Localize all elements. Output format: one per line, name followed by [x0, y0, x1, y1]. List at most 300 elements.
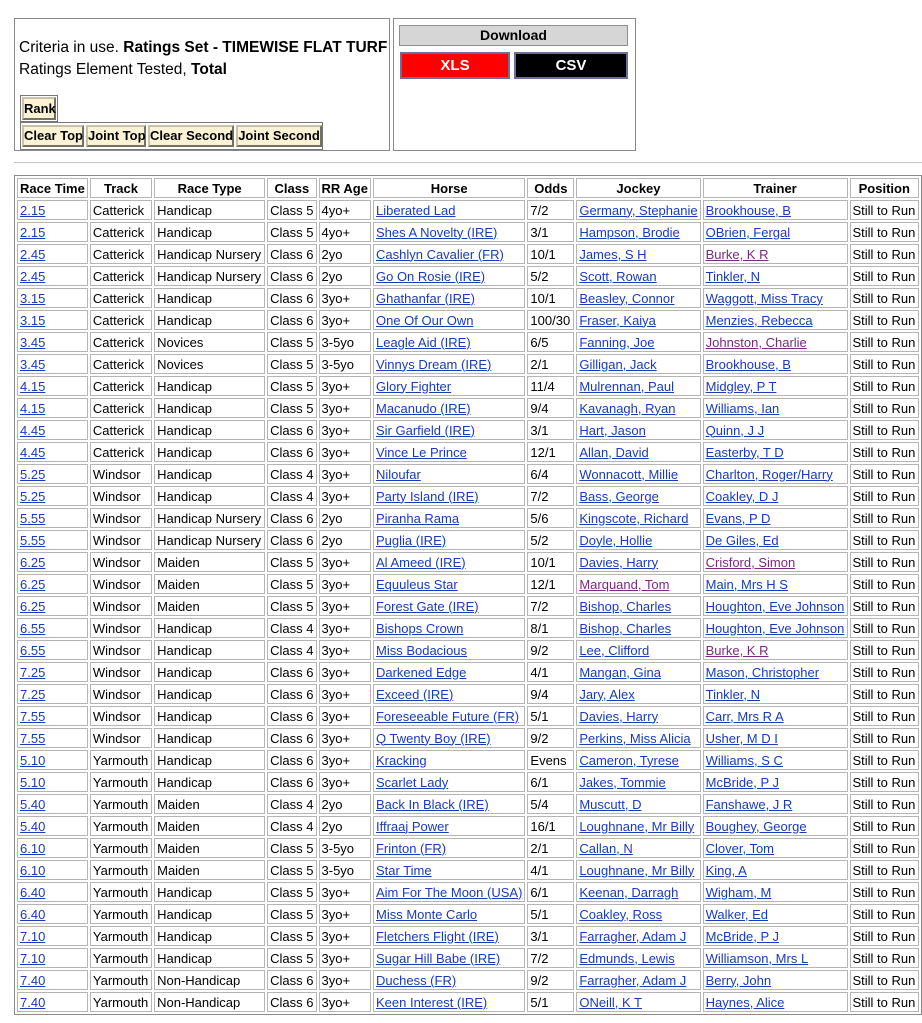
jockey-cell — [576, 706, 700, 726]
horse-cell — [373, 288, 525, 308]
jockey-link[interactable]: Hampson, Brodie — [579, 224, 680, 240]
trainer-link[interactable]: Brookhouse, B — [705, 356, 791, 372]
track-cell: Windsor — [90, 618, 152, 638]
position-cell: Still to Run — [850, 948, 920, 968]
odds-cell: 4/1 — [527, 662, 574, 682]
race-time-cell — [17, 662, 88, 682]
horse-cell — [373, 838, 525, 858]
position-cell: Still to Run — [850, 376, 920, 396]
horse-link[interactable]: One Of Our Own — [375, 312, 474, 328]
jockey-link[interactable]: Cameron, Tyrese — [579, 752, 679, 768]
csv-download-button[interactable]: CSV — [514, 52, 628, 79]
jockey-cell — [576, 970, 700, 990]
horse-cell — [373, 244, 525, 264]
race-time-link[interactable]: 7.25 — [20, 686, 46, 702]
horse-link[interactable]: Glory Fighter — [375, 378, 452, 394]
track-cell: Yarmouth — [90, 816, 152, 836]
element-value: Total — [191, 61, 227, 78]
jockey-link[interactable]: Davies, Harry — [579, 554, 659, 570]
table-row — [17, 860, 919, 880]
horse-link[interactable]: Darkened Edge — [375, 664, 467, 680]
table-row — [17, 926, 919, 946]
age-cell: 3yo+ — [319, 926, 371, 946]
jockey-link[interactable]: Jakes, Tommie — [579, 774, 666, 790]
jockey-cell — [576, 860, 700, 880]
race-time-cell — [17, 376, 88, 396]
jockey-cell — [576, 816, 700, 836]
race-time-link[interactable]: 5.55 — [20, 510, 46, 526]
trainer-link[interactable]: Easterby, T D — [705, 444, 784, 460]
race-time-cell — [17, 970, 88, 990]
horse-link[interactable]: Puglia (IRE) — [375, 532, 447, 548]
horse-cell — [373, 948, 525, 968]
table-row — [17, 552, 919, 572]
race-time-cell — [17, 310, 88, 330]
race-time-link[interactable]: 7.10 — [20, 950, 46, 966]
trainer-link[interactable]: Johnston, Charlie — [705, 334, 807, 350]
class-cell: Class 6 — [267, 310, 316, 330]
trainer-cell — [703, 926, 848, 946]
age-cell: 3yo+ — [319, 398, 371, 418]
horse-cell — [373, 772, 525, 792]
horse-link[interactable]: Go On Rosie (IRE) — [375, 268, 486, 284]
trainer-link[interactable]: Burke, K R — [705, 642, 769, 658]
horse-link[interactable]: Miss Bodacious — [375, 642, 468, 658]
race-time-link[interactable]: 5.25 — [20, 466, 46, 482]
jockey-link[interactable]: Mulrennan, Paul — [579, 378, 674, 394]
horse-cell — [373, 992, 525, 1012]
odds-cell: 6/1 — [527, 772, 574, 792]
race-type-cell: Maiden — [154, 552, 265, 572]
rank-button[interactable]: Rank — [22, 97, 56, 120]
horse-link[interactable]: Vinnys Dream (IRE) — [375, 356, 492, 372]
odds-cell: 9/4 — [527, 398, 574, 418]
horse-link[interactable]: Niloufar — [375, 466, 421, 482]
track-cell: Windsor — [90, 574, 152, 594]
jockey-link[interactable]: Bass, George — [579, 488, 659, 504]
trainer-link[interactable]: Main, Mrs H S — [705, 576, 788, 592]
trainer-link[interactable]: Wigham, M — [705, 884, 772, 900]
age-cell: 3-5yo — [319, 860, 371, 880]
odds-cell: 10/1 — [527, 552, 574, 572]
trainer-link[interactable]: Burke, K R — [705, 246, 769, 262]
jockey-link[interactable]: Germany, Stephanie — [579, 202, 698, 218]
position-cell: Still to Run — [850, 266, 920, 286]
trainer-cell — [703, 332, 848, 352]
horse-link[interactable]: Sir Garfield (IRE) — [375, 422, 475, 438]
race-time-cell — [17, 244, 88, 264]
race-time-link[interactable]: 6.25 — [20, 576, 46, 592]
age-cell: 3yo+ — [319, 948, 371, 968]
race-time-cell — [17, 354, 88, 374]
jockey-link[interactable]: Perkins, Miss Alicia — [579, 730, 691, 746]
table-row — [17, 948, 919, 968]
trainer-link[interactable]: Berry, John — [705, 972, 772, 988]
header-rr-age: RR Age — [319, 178, 371, 198]
race-time-link[interactable]: 2.45 — [20, 268, 46, 284]
trainer-link[interactable]: Menzies, Rebecca — [705, 312, 813, 328]
trainer-link[interactable]: Haynes, Alice — [705, 994, 785, 1010]
race-time-link[interactable]: 6.10 — [20, 862, 46, 878]
race-time-cell — [17, 838, 88, 858]
position-cell: Still to Run — [850, 618, 920, 638]
trainer-link[interactable]: McBride, P J — [705, 928, 780, 944]
race-time-link[interactable]: 7.40 — [20, 994, 46, 1010]
race-time-link[interactable]: 6.25 — [20, 554, 46, 570]
track-cell: Windsor — [90, 552, 152, 572]
race-time-link[interactable]: 2.15 — [20, 224, 46, 240]
table-row — [17, 750, 919, 770]
horse-link[interactable]: Bishops Crown — [375, 620, 464, 636]
jockey-link[interactable]: Bishop, Charles — [579, 598, 672, 614]
race-time-link[interactable]: 3.45 — [20, 334, 46, 350]
header-track: Track — [90, 178, 152, 198]
age-cell: 3yo+ — [319, 662, 371, 682]
criteria-ratings-set — [19, 39, 387, 57]
header-race-type: Race Type — [154, 178, 265, 198]
jockey-link[interactable]: ONeill, K T — [579, 994, 642, 1010]
jockey-link[interactable]: Mangan, Gina — [579, 664, 661, 680]
xls-download-button[interactable]: XLS — [400, 52, 510, 79]
header-trainer: Trainer — [703, 178, 848, 198]
jockey-link[interactable]: Muscutt, D — [579, 796, 642, 812]
track-cell: Catterick — [90, 310, 152, 330]
trainer-link[interactable]: Charlton, Roger/Harry — [705, 466, 833, 482]
jockey-link[interactable]: Farragher, Adam J — [579, 928, 687, 944]
race-time-link[interactable]: 4.15 — [20, 400, 46, 416]
position-cell: Still to Run — [850, 992, 920, 1012]
table-row — [17, 662, 919, 682]
trainer-link[interactable]: OBrien, Fergal — [705, 224, 791, 240]
trainer-link[interactable]: Tinkler, N — [705, 686, 761, 702]
horse-link[interactable]: Leagle Aid (IRE) — [375, 334, 471, 350]
track-cell: Catterick — [90, 420, 152, 440]
class-cell: Class 4 — [267, 618, 316, 638]
horse-link[interactable]: Iffraaj Power — [375, 818, 449, 834]
jockey-cell — [576, 530, 700, 550]
race-time-link[interactable]: 6.10 — [20, 840, 46, 856]
horse-link[interactable]: Foreseeable Future (FR) — [375, 708, 520, 724]
jockey-link[interactable]: Marquand, Tom — [579, 576, 670, 592]
horse-cell — [373, 860, 525, 880]
race-time-link[interactable]: 3.45 — [20, 356, 46, 372]
race-time-link[interactable]: 7.25 — [20, 664, 46, 680]
jockey-cell — [576, 926, 700, 946]
horse-cell — [373, 596, 525, 616]
race-time-cell — [17, 816, 88, 836]
race-type-cell: Handicap Nursery — [154, 266, 265, 286]
jockey-link[interactable]: Coakley, Ross — [579, 906, 663, 922]
table-row — [17, 728, 919, 748]
trainer-link[interactable]: Williamson, Mrs L — [705, 950, 809, 966]
horse-link[interactable]: Vince Le Prince — [375, 444, 467, 460]
horse-link[interactable]: Kracking — [375, 752, 427, 768]
trainer-link[interactable]: Coakley, D J — [705, 488, 779, 504]
race-time-link[interactable]: 5.10 — [20, 752, 46, 768]
jockey-link[interactable]: Doyle, Hollie — [579, 532, 653, 548]
horse-cell — [373, 882, 525, 902]
jockey-link[interactable]: Loughnane, Mr Billy — [579, 818, 695, 834]
jockey-link[interactable]: Kavanagh, Ryan — [579, 400, 676, 416]
table-header-row — [17, 178, 919, 198]
horse-link[interactable]: Frinton (FR) — [375, 840, 447, 856]
track-cell: Catterick — [90, 222, 152, 242]
race-time-link[interactable]: 5.55 — [20, 532, 46, 548]
race-type-cell: Handicap Nursery — [154, 508, 265, 528]
trainer-link[interactable]: McBride, P J — [705, 774, 780, 790]
trainer-link[interactable]: Crisford, Simon — [705, 554, 796, 570]
position-cell: Still to Run — [850, 464, 920, 484]
race-type-cell: Non-Handicap — [154, 992, 265, 1012]
table-row — [17, 970, 919, 990]
horse-link[interactable]: Sugar Hill Babe (IRE) — [375, 950, 501, 966]
trainer-link[interactable]: Clover, Tom — [705, 840, 775, 856]
trainer-link[interactable]: Boughey, George — [705, 818, 807, 834]
trainer-link[interactable]: Waggott, Miss Tracy — [705, 290, 823, 306]
odds-cell: 12/1 — [527, 442, 574, 462]
odds-cell: 5/4 — [527, 794, 574, 814]
race-time-link[interactable]: 6.40 — [20, 906, 46, 922]
class-cell: Class 6 — [267, 244, 316, 264]
jockey-link[interactable]: Beasley, Connor — [579, 290, 675, 306]
horse-link[interactable]: Cashlyn Cavalier (FR) — [375, 246, 504, 262]
race-time-link[interactable]: 2.45 — [20, 246, 46, 262]
position-cell: Still to Run — [850, 728, 920, 748]
race-type-cell: Handicap — [154, 684, 265, 704]
trainer-link[interactable]: Williams, Ian — [705, 400, 780, 416]
position-cell: Still to Run — [850, 640, 920, 660]
race-time-link[interactable]: 7.55 — [20, 708, 46, 724]
class-cell: Class 6 — [267, 288, 316, 308]
horse-link[interactable]: Duchess (FR) — [375, 972, 457, 988]
joint-top-button[interactable]: Joint Top — [86, 125, 146, 147]
trainer-cell — [703, 420, 848, 440]
race-time-link[interactable]: 7.10 — [20, 928, 46, 944]
horse-cell — [373, 904, 525, 924]
trainer-cell — [703, 354, 848, 374]
race-time-cell — [17, 200, 88, 220]
jockey-cell — [576, 794, 700, 814]
odds-cell: 9/2 — [527, 728, 574, 748]
age-cell: 3yo+ — [319, 376, 371, 396]
trainer-link[interactable]: Evans, P D — [705, 510, 771, 526]
trainer-link[interactable]: Mason, Christopher — [705, 664, 820, 680]
track-cell: Yarmouth — [90, 838, 152, 858]
position-cell: Still to Run — [850, 398, 920, 418]
horse-link[interactable]: Piranha Rama — [375, 510, 460, 526]
horse-link[interactable]: Liberated Lad — [375, 202, 456, 218]
clear-second-button[interactable]: Clear Second — [148, 125, 234, 147]
track-cell: Catterick — [90, 442, 152, 462]
age-cell: 4yo+ — [319, 222, 371, 242]
jockey-link[interactable]: Lee, Clifford — [579, 642, 650, 658]
class-cell: Class 5 — [267, 354, 316, 374]
trainer-cell — [703, 244, 848, 264]
horse-cell — [373, 464, 525, 484]
race-time-link[interactable]: 7.55 — [20, 730, 46, 746]
class-cell: Class 6 — [267, 662, 316, 682]
horse-cell — [373, 332, 525, 352]
age-cell: 3yo+ — [319, 442, 371, 462]
horse-link[interactable]: Party Island (IRE) — [375, 488, 479, 504]
joint-second-button[interactable]: Joint Second — [236, 125, 322, 147]
trainer-link[interactable]: Quinn, J J — [705, 422, 765, 438]
jockey-link[interactable]: Fanning, Joe — [579, 334, 655, 350]
jockey-link[interactable]: Fraser, Kaiya — [579, 312, 656, 328]
race-type-cell: Maiden — [154, 794, 265, 814]
horse-cell — [373, 728, 525, 748]
race-time-link[interactable]: 7.40 — [20, 972, 46, 988]
horse-link[interactable]: Al Ameed (IRE) — [375, 554, 466, 570]
table-row — [17, 618, 919, 638]
jockey-link[interactable]: Keenan, Darragh — [579, 884, 679, 900]
trainer-cell — [703, 398, 848, 418]
horse-link[interactable]: Q Twenty Boy (IRE) — [375, 730, 491, 746]
horse-link[interactable]: Aim For The Moon (USA) — [375, 884, 523, 900]
horse-link[interactable]: Exceed (IRE) — [375, 686, 454, 702]
odds-cell: 5/2 — [527, 530, 574, 550]
jockey-link[interactable]: James, S H — [579, 246, 647, 262]
horse-link[interactable]: Forest Gate (IRE) — [375, 598, 479, 614]
jockey-cell — [576, 662, 700, 682]
jockey-link[interactable]: Callan, N — [579, 840, 633, 856]
jockey-link[interactable]: Scott, Rowan — [579, 268, 657, 284]
trainer-link[interactable]: Carr, Mrs R A — [705, 708, 784, 724]
jockey-link[interactable]: Bishop, Charles — [579, 620, 672, 636]
race-time-link[interactable]: 5.40 — [20, 796, 46, 812]
race-time-link[interactable]: 3.15 — [20, 290, 46, 306]
jockey-link[interactable]: Hart, Jason — [579, 422, 646, 438]
race-time-link[interactable]: 6.55 — [20, 642, 46, 658]
race-time-link[interactable]: 5.10 — [20, 774, 46, 790]
track-cell: Catterick — [90, 288, 152, 308]
horse-link[interactable]: Scarlet Lady — [375, 774, 449, 790]
horse-link[interactable]: Fletchers Flight (IRE) — [375, 928, 499, 944]
trainer-link[interactable]: King, A — [705, 862, 747, 878]
element-prefix: Ratings Element Tested, — [19, 61, 187, 78]
section-divider — [14, 162, 922, 163]
jockey-link[interactable]: Wonnacott, Millie — [579, 466, 679, 482]
jockey-link[interactable]: Kingscote, Richard — [579, 510, 689, 526]
clear-top-button[interactable]: Clear Top — [22, 125, 84, 147]
trainer-cell — [703, 750, 848, 770]
position-cell: Still to Run — [850, 310, 920, 330]
track-cell: Windsor — [90, 508, 152, 528]
race-time-link[interactable]: 6.25 — [20, 598, 46, 614]
track-cell: Yarmouth — [90, 860, 152, 880]
trainer-cell — [703, 662, 848, 682]
age-cell: 2yo — [319, 816, 371, 836]
class-cell: Class 5 — [267, 332, 316, 352]
jockey-cell — [576, 266, 700, 286]
position-cell: Still to Run — [850, 794, 920, 814]
age-cell: 4yo+ — [319, 200, 371, 220]
jockey-link[interactable]: Jary, Alex — [579, 686, 635, 702]
age-cell: 3-5yo — [319, 838, 371, 858]
race-time-cell — [17, 772, 88, 792]
horse-link[interactable]: Star Time — [375, 862, 432, 878]
track-cell: Yarmouth — [90, 926, 152, 946]
trainer-link[interactable]: Fanshawe, J R — [705, 796, 793, 812]
horse-link[interactable]: Miss Monte Carlo — [375, 906, 478, 922]
age-cell: 2yo — [319, 530, 371, 550]
trainer-link[interactable]: Usher, M D I — [705, 730, 778, 746]
results-table — [14, 175, 922, 1015]
horse-cell — [373, 266, 525, 286]
trainer-link[interactable]: Houghton, Eve Johnson — [705, 598, 845, 614]
jockey-link[interactable]: Farragher, Adam J — [579, 972, 687, 988]
trainer-link[interactable]: De Giles, Ed — [705, 532, 779, 548]
odds-cell: 3/1 — [527, 420, 574, 440]
horse-link[interactable]: Back In Black (IRE) — [375, 796, 489, 812]
trainer-link[interactable]: Brookhouse, B — [705, 202, 791, 218]
age-cell: 2yo — [319, 266, 371, 286]
horse-cell — [373, 684, 525, 704]
table-row — [17, 904, 919, 924]
horse-cell — [373, 354, 525, 374]
odds-cell: 7/2 — [527, 596, 574, 616]
horse-link[interactable]: Ghathanfar (IRE) — [375, 290, 475, 306]
position-cell: Still to Run — [850, 970, 920, 990]
horse-link[interactable]: Equuleus Star — [375, 576, 458, 592]
race-time-link[interactable]: 4.45 — [20, 422, 46, 438]
jockey-cell — [576, 904, 700, 924]
jockey-link[interactable]: Davies, Harry — [579, 708, 659, 724]
race-type-cell: Maiden — [154, 860, 265, 880]
age-cell: 2yo — [319, 794, 371, 814]
horse-link[interactable]: Macanudo (IRE) — [375, 400, 471, 416]
trainer-link[interactable]: Houghton, Eve Johnson — [705, 620, 845, 636]
trainer-link[interactable]: Williams, S C — [705, 752, 783, 768]
jockey-cell — [576, 992, 700, 1012]
jockey-link[interactable]: Edmunds, Lewis — [579, 950, 675, 966]
jockey-link[interactable]: Loughnane, Mr Billy — [579, 862, 695, 878]
position-cell: Still to Run — [850, 530, 920, 550]
odds-cell: 11/4 — [527, 376, 574, 396]
jockey-link[interactable]: Allan, David — [579, 444, 649, 460]
position-cell: Still to Run — [850, 750, 920, 770]
odds-cell: 7/2 — [527, 948, 574, 968]
trainer-link[interactable]: Midgley, P T — [705, 378, 777, 394]
race-time-link[interactable]: 5.25 — [20, 488, 46, 504]
trainer-link[interactable]: Tinkler, N — [705, 268, 761, 284]
race-time-cell — [17, 508, 88, 528]
age-cell: 3yo+ — [319, 420, 371, 440]
race-time-link[interactable]: 2.15 — [20, 202, 46, 218]
horse-link[interactable]: Keen Interest (IRE) — [375, 994, 488, 1010]
race-time-link[interactable]: 3.15 — [20, 312, 46, 328]
jockey-link[interactable]: Gilligan, Jack — [579, 356, 657, 372]
class-cell: Class 6 — [267, 970, 316, 990]
race-type-cell: Handicap — [154, 398, 265, 418]
odds-cell: 2/1 — [527, 354, 574, 374]
class-cell: Class 4 — [267, 464, 316, 484]
class-cell: Class 5 — [267, 552, 316, 572]
class-cell: Class 5 — [267, 860, 316, 880]
race-time-link[interactable]: 4.45 — [20, 444, 46, 460]
race-time-link[interactable]: 6.55 — [20, 620, 46, 636]
race-time-link[interactable]: 6.40 — [20, 884, 46, 900]
race-time-link[interactable]: 4.15 — [20, 378, 46, 394]
age-cell: 2yo — [319, 244, 371, 264]
race-time-link[interactable]: 5.40 — [20, 818, 46, 834]
table-row — [17, 816, 919, 836]
trainer-link[interactable]: Walker, Ed — [705, 906, 768, 922]
horse-link[interactable]: Shes A Novelty (IRE) — [375, 224, 498, 240]
race-time-cell — [17, 794, 88, 814]
jockey-cell — [576, 310, 700, 330]
odds-cell: 5/2 — [527, 266, 574, 286]
